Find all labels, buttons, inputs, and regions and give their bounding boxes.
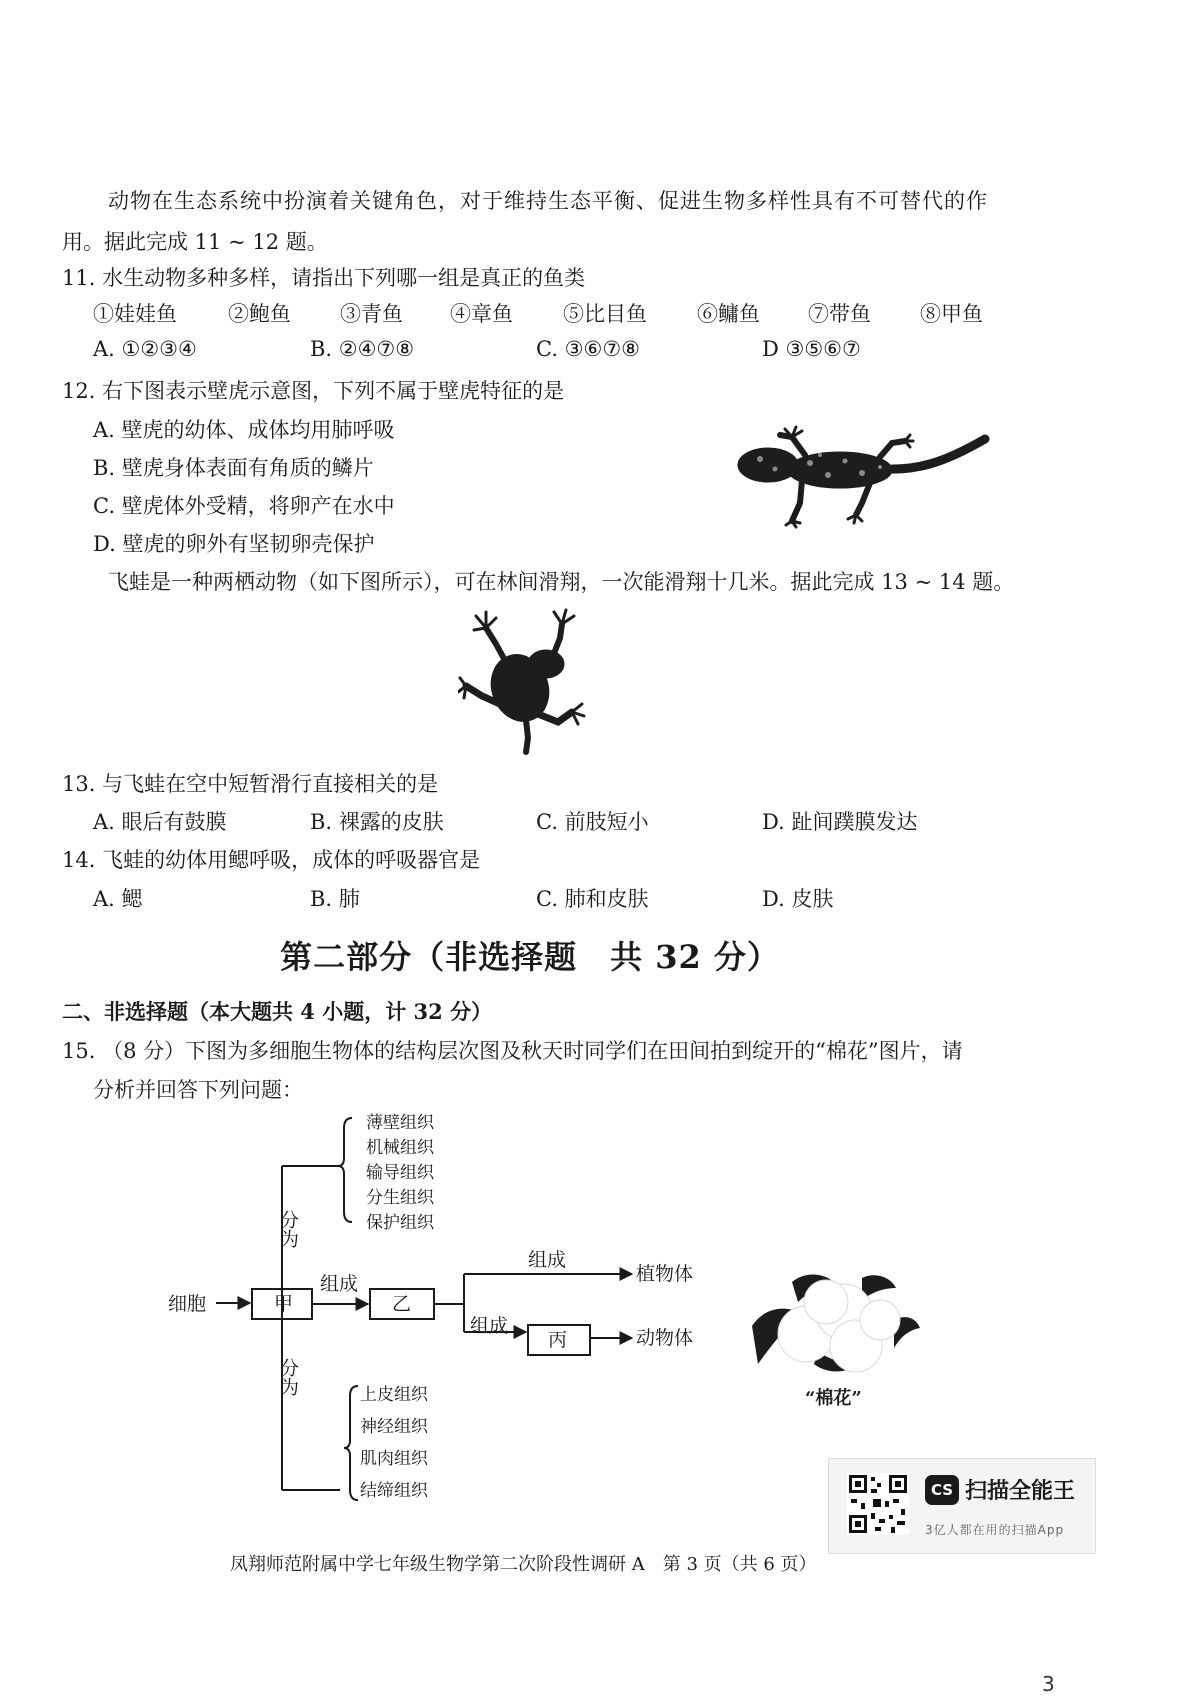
diagram-cell-label: 细胞 <box>168 1293 207 1315</box>
scanner-app-name: 扫描全能王 <box>965 1479 1076 1504</box>
q11-item: ⑤比目鱼 <box>563 302 647 326</box>
q11-item: ⑦带鱼 <box>808 302 871 326</box>
question-14-stem: 14. 飞蛙的幼体用鳃呼吸，成体的呼吸器官是 <box>62 848 481 872</box>
section-2-heading: 二、非选择题（本大题共 4 小题，计 32 分） <box>62 999 493 1024</box>
question-15-line1: 15. （8 分）下图为多细胞生物体的结构层次图及秋天时同学们在田间拍到绽开的“棉花”图片，请 <box>62 1039 963 1063</box>
diagram-jia-label: 甲 <box>274 1293 294 1315</box>
q13-option-b: B. 裸露的皮肤 <box>310 810 444 834</box>
animal-tissue-item: 结缔组织 <box>360 1481 428 1501</box>
diagram-divide-into-lower: 分为 <box>277 1358 299 1396</box>
q11-option-b: B. ②④⑦⑧ <box>310 337 415 361</box>
structure-level-diagram <box>160 1100 740 1510</box>
q11-item: ⑥鳙鱼 <box>697 302 760 326</box>
page-number: 3 <box>1042 1672 1055 1696</box>
q13-option-d: D. 趾间蹼膜发达 <box>762 810 918 834</box>
q14-option-c: C. 肺和皮肤 <box>536 887 649 911</box>
question-12-stem: 12. 右下图表示壁虎示意图，下列不属于壁虎特征的是 <box>62 379 565 403</box>
q12-option-b: B. 壁虎身体表面有角质的鳞片 <box>93 456 374 480</box>
q12-option-c: C. 壁虎体外受精，将卵产在水中 <box>93 494 395 518</box>
flying-frog-illustration <box>458 606 593 756</box>
q12-option-d: D. 壁虎的卵外有坚韧卵壳保护 <box>93 532 375 556</box>
q14-option-a: A. 鳃 <box>93 887 143 911</box>
q11-option-a: A. ①②③④ <box>93 337 197 361</box>
diagram-bing-label: 丙 <box>548 1329 568 1351</box>
q12-option-a: A. 壁虎的幼体、成体均用肺呼吸 <box>93 418 395 442</box>
q11-option-c: C. ③⑥⑦⑧ <box>536 337 640 361</box>
diagram-animal-body: 动物体 <box>636 1327 694 1349</box>
cotton-illustration <box>744 1268 924 1380</box>
q14-option-b: B. 肺 <box>310 887 360 911</box>
diagram-compose-label-1: 组成 <box>320 1273 359 1295</box>
diagram-plant-body: 植物体 <box>636 1263 694 1285</box>
diagram-divide-into-upper-1: 分为 <box>277 1210 299 1248</box>
plant-tissue-item: 分生组织 <box>366 1188 434 1208</box>
part-2-title: 第二部分（非选择题 共 32 分） <box>280 938 780 976</box>
plant-tissue-item: 薄壁组织 <box>366 1113 434 1133</box>
q11-option-d: D ③⑤⑥⑦ <box>762 337 861 361</box>
q11-item: ①娃娃鱼 <box>93 302 177 326</box>
q11-item: ③青鱼 <box>340 302 403 326</box>
q11-item: ④章鱼 <box>450 302 513 326</box>
question-11-stem: 11. 水生动物多种多样，请指出下列哪一组是真正的鱼类 <box>62 266 586 290</box>
page-footer: 凤翔师范附属中学七年级生物学第二次阶段性调研 A 第 3 页（共 6 页） <box>230 1554 817 1575</box>
intro-paragraph-2: 飞蛙是一种两栖动物（如下图所示），可在林间滑翔，一次能滑翔十几米。据此完成 13 ~ 14 题。 <box>108 570 1015 594</box>
qr-code-icon <box>847 1473 909 1535</box>
plant-tissue-item: 输导组织 <box>366 1163 434 1183</box>
scanner-watermark <box>828 1458 1096 1554</box>
question-15-line2: 分析并回答下列问题： <box>93 1078 303 1102</box>
animal-tissue-item: 上皮组织 <box>360 1385 428 1405</box>
plant-tissue-item: 机械组织 <box>366 1138 434 1158</box>
intro-paragraph-line2: 用。据此完成 11 ~ 12 题。 <box>62 230 328 254</box>
scanner-app-tagline: 3亿人都在用的扫描App <box>925 1523 1065 1537</box>
cotton-caption: “棉花” <box>805 1388 862 1409</box>
plant-tissue-item: 保护组织 <box>366 1213 434 1233</box>
animal-tissue-item: 神经组织 <box>360 1417 428 1437</box>
intro-paragraph-line1: 动物在生态系统中扮演着关键角色，对于维持生态平衡、促进生物多样性具有不可替代的作 <box>108 189 988 213</box>
q11-item: ②鲍鱼 <box>228 302 291 326</box>
gecko-illustration <box>730 425 990 530</box>
question-13-stem: 13. 与飞蛙在空中短暂滑行直接相关的是 <box>62 772 439 796</box>
scanner-app-logo: CS <box>925 1475 959 1505</box>
diagram-yi-label: 乙 <box>392 1293 412 1315</box>
animal-tissue-item: 肌肉组织 <box>360 1449 428 1469</box>
q14-option-d: D. 皮肤 <box>762 887 834 911</box>
diagram-compose-label-3: 组成 <box>470 1315 509 1337</box>
q13-option-a: A. 眼后有鼓膜 <box>93 810 227 834</box>
q11-item: ⑧甲鱼 <box>920 302 983 326</box>
diagram-compose-label-2: 组成 <box>528 1249 567 1271</box>
q13-option-c: C. 前肢短小 <box>536 810 649 834</box>
